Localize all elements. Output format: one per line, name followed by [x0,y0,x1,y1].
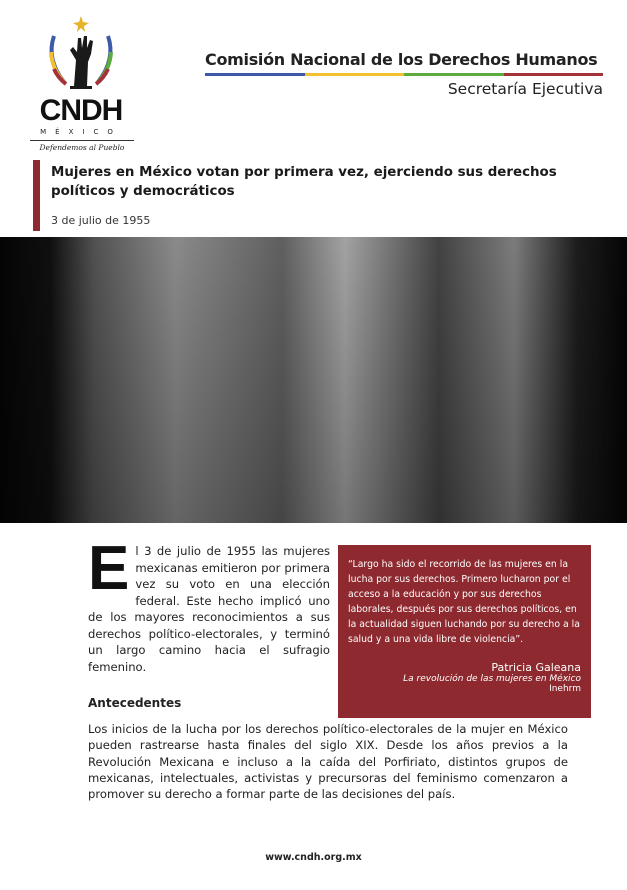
cndh-logo [28,14,134,152]
logo-tagline: Defendemos al Pueblo [30,140,134,152]
quote-box [338,545,591,718]
historical-photo-women-voting [0,237,627,523]
article-date: 3 de julio de 1955 [51,214,151,227]
quote-author: Patricia Galeana [491,661,581,674]
quote-book: La revolución de las mujeres en México [403,674,581,684]
intro-text: l 3 de julio de 1955 las mujeres mexicanas emitieron por primera vez su voto en una elección federal. Este hecho implicó uno de los mayores reconocimientos a sus derechos político-electorales, y terminó un largo camino hacia el sufragio femenino. [88,544,330,674]
divider-yellow [305,73,405,76]
raised-hand-emblem-icon [42,14,120,94]
footer-url[interactable]: www.cndh.org.mx [265,852,362,863]
department-name: Secretaría Ejecutiva [447,80,603,98]
organization-name: Comisión Nacional de los Derechos Humanos [205,50,598,69]
intro-paragraph [88,534,330,675]
logo-wordmark: CNDH [39,94,123,127]
section-heading: Antecedentes [88,696,182,710]
divider-green [404,73,504,76]
section-body: Los inicios de la lucha por los derechos político-electorales de la mujer en México pueden rastrearse hasta finales del siglo XIX. Desde los años previos a la Revolución Mexicana e incluso a la caída del Porfiriato, distintos grupos de mexicanas, intelectuales, activistas y precursoras del feminismo comenzaron a promover su derecho a formar parte de las decisiones del país. [88,722,568,802]
title-accent-bar [33,160,40,231]
divider-red [504,73,604,76]
quote-publisher: Inehrm [549,684,581,694]
divider-blue [205,73,305,76]
logo-country: MÉXICO [40,128,122,136]
article-title: Mujeres en México votan por primera vez, ejerciendo sus derechos políticos y democráticos [51,165,557,199]
quote-text: “Largo ha sido el recorrido de las mujeres en la lucha por sus derechos. Primero lucharon por el acceso a la educación y por sus derechos laborales, después por sus derechos políticos, en la actualidad siguen luchando por su derecho a la salud y a una vida libre de violencia”. [348,559,580,645]
drop-cap: E [88,534,130,603]
color-divider [205,73,603,76]
